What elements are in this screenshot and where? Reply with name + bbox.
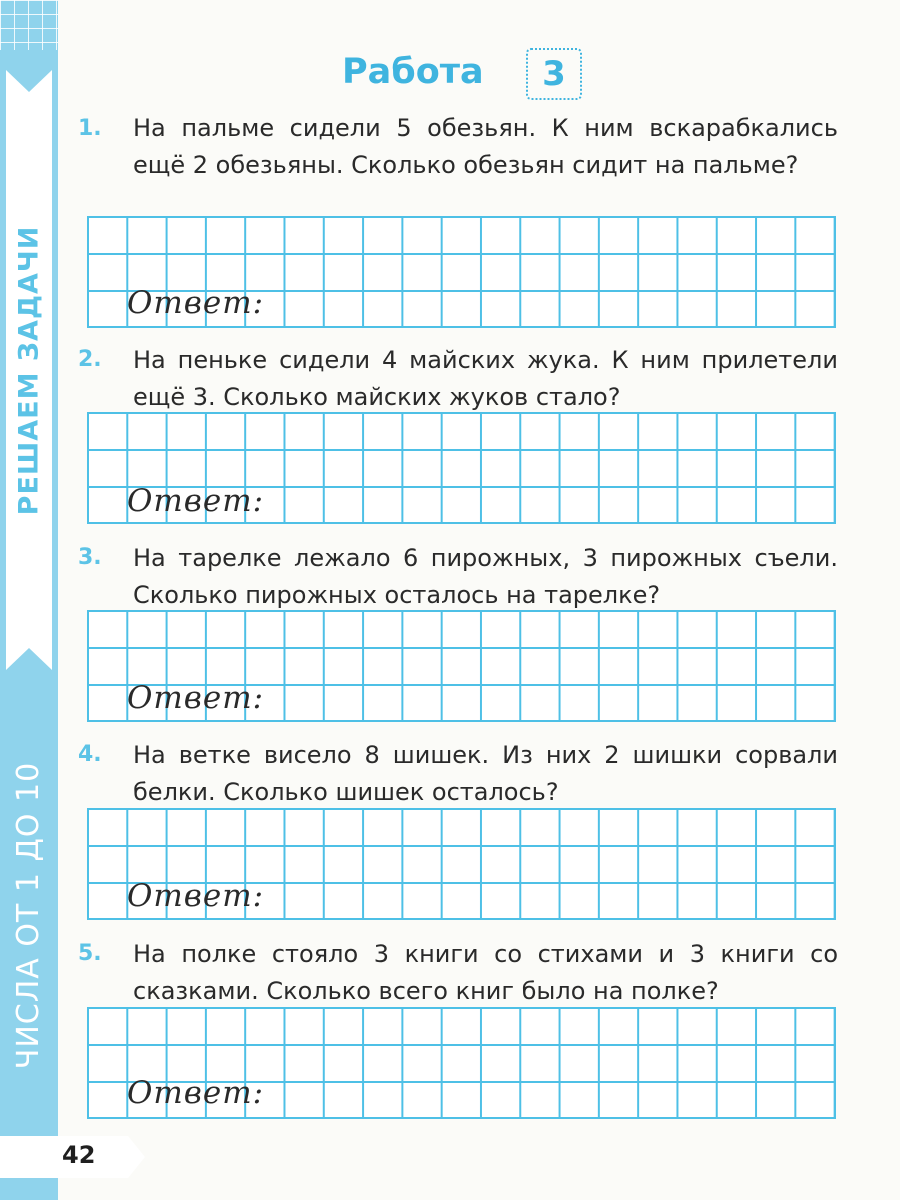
task-number: 5.: [78, 941, 102, 966]
answer-label: Ответ:: [127, 1075, 265, 1111]
task-number: 4.: [78, 742, 102, 767]
task-text: На пальме сидели 5 обезьян. К ним вскарабкались ещё 2 обезьяны. Сколько обезьян сидит на пальме?: [133, 114, 838, 179]
task-text: На тарелке лежало 6 пирожных, 3 пирожных съели. Сколько пирожных осталось на тарелке?: [133, 544, 838, 609]
task-text: На пеньке сидели 4 майских жука. К ним прилетели ещё 3. Сколько майских жуков стало?: [133, 346, 838, 411]
page-title: Работа: [342, 52, 484, 92]
work-number-badge: [526, 48, 582, 100]
chapter-label-wrap: [0, 700, 58, 1130]
answer-label: Ответ:: [127, 878, 265, 914]
section-label: РЕШАЕМ ЗАДАЧИ: [13, 225, 45, 515]
page-number: 42: [62, 1141, 96, 1169]
task-text: На полке стояло 3 книги со стихами и 3 книги со сказками. Сколько всего книг было на полке?: [133, 940, 838, 1005]
task-number: 2.: [78, 347, 102, 372]
task-number: 3.: [78, 545, 102, 570]
task-number: 1.: [78, 116, 102, 141]
sidebar-grid-pattern: [0, 0, 58, 50]
answer-label: Ответ:: [127, 285, 265, 321]
section-ribbon-label-wrap: [6, 70, 52, 670]
task-text: На ветке висело 8 шишек. Из них 2 шишки сорвали белки. Сколько шишек осталось?: [133, 741, 838, 806]
work-number: 3: [542, 54, 566, 94]
answer-label: Ответ:: [127, 483, 265, 519]
answer-label: Ответ:: [127, 680, 265, 716]
chapter-label: ЧИСЛА ОТ 1 ДО 10: [11, 761, 47, 1069]
